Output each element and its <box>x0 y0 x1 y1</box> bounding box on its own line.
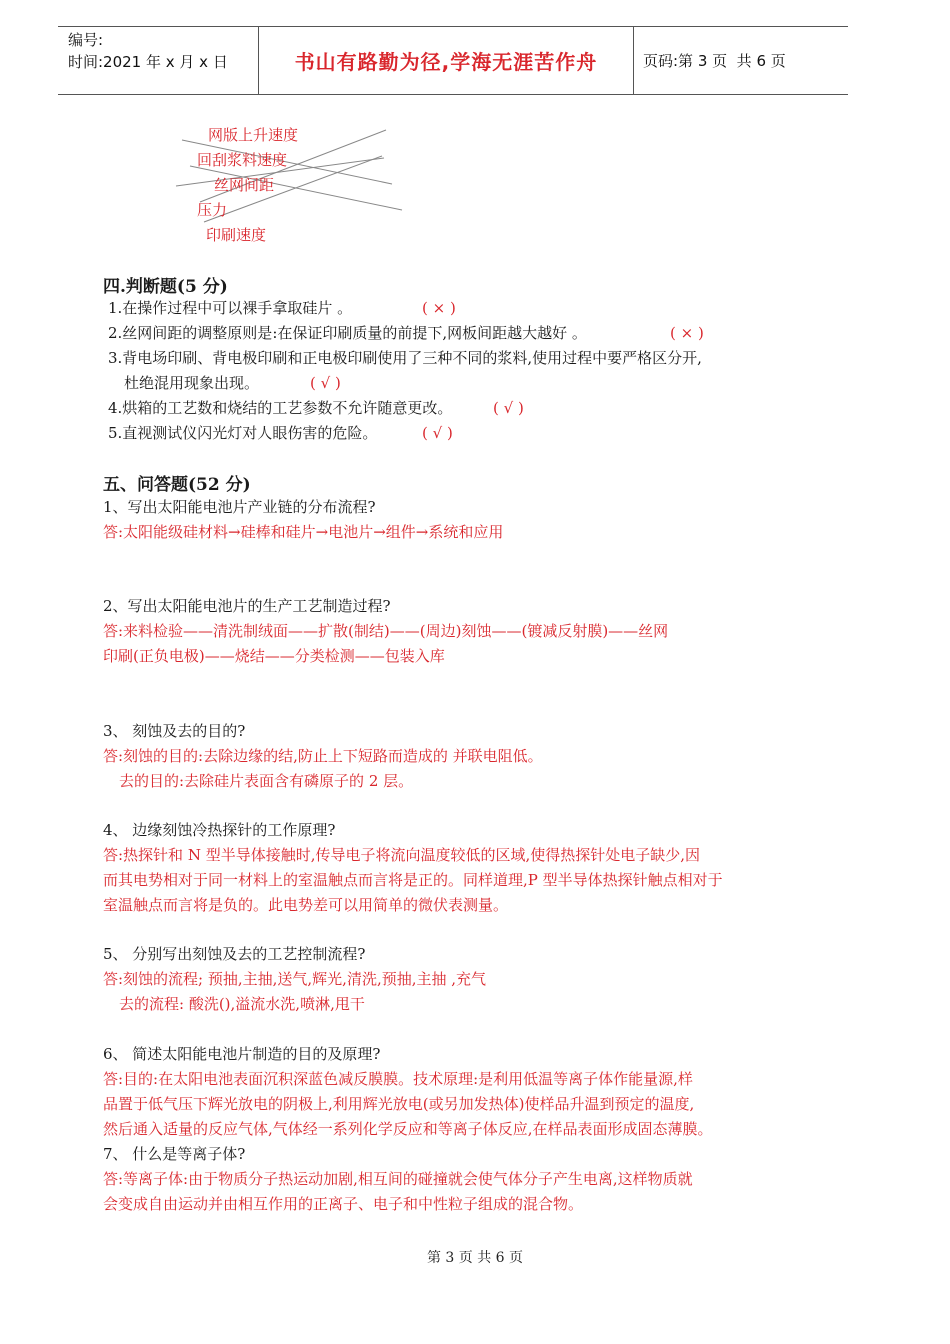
page-header <box>58 26 848 95</box>
answer-6-line-1: 答:目的:在太阳电池表面沉积深蓝色减反膜膜。技术原理:是利用低温等离子体作能量源,样 <box>103 1070 693 1088</box>
header-motto: 书山有路勤为径,学海无涯苦作舟 <box>258 27 634 94</box>
answer-7-line-1: 答:等离子体:由于物质分子热运动加剧,相互间的碰撞就会使气体分子产生电离,这样物质就 <box>103 1170 693 1188</box>
judge-item-4-text: 4.烘箱的工艺数和烧结的工艺参数不允许随意更改。 <box>108 399 453 417</box>
header-left <box>68 29 228 73</box>
question-2: 2、写出太阳能电池片的生产工艺制造过程? <box>103 597 391 615</box>
diagram-label-3: 丝网间距 <box>214 176 275 194</box>
judge-item-1-text: 1.在操作过程中可以裸手拿取硅片 。 <box>108 299 353 317</box>
judge-item-1 <box>108 297 456 319</box>
answer-6-line-3: 然后通入适量的反应气体,气体经一系列化学反应和等离子体反应,在样品表面形成固态薄膜。 <box>103 1120 713 1138</box>
header-page-info: 页码:第 3 页 共 6 页 <box>643 52 786 70</box>
judge-item-5-text: 5.直视测试仪闪光灯对人眼伤害的危险。 <box>108 424 378 442</box>
diagram-label-4: 压力 <box>197 201 228 219</box>
answer-4-line-3: 室温触点而言将是负的。此电势差可以用简单的微伏表测量。 <box>103 896 509 914</box>
judge-item-5 <box>108 422 453 444</box>
answer-2-line-1: 答:来料检验——清洗制绒面——扩散(制结)——(周边)刻蚀——(镀减反射膜)——丝网 <box>103 622 669 640</box>
answer-4-line-2: 而其电势相对于同一材料上的室温触点而言将是正的。同样道理,P 型半导体热探针触点相对于 <box>103 871 723 889</box>
section4-title: 四.判断题(5 分) <box>103 277 228 297</box>
time-label: 时间:2021 年 x 月 x 日 <box>68 53 228 71</box>
judge-item-3 <box>108 347 702 369</box>
judge-item-4 <box>108 397 524 419</box>
diagram-label-1: 网版上升速度 <box>208 126 299 144</box>
judge-item-2 <box>108 322 704 344</box>
question-3: 3、 刻蚀及去的目的? <box>103 722 246 740</box>
judge-item-4-mark: ( √ ) <box>493 399 524 417</box>
answer-4-line-1: 答:热探针和 N 型半导体接触时,传导电子将流向温度较低的区域,使得热探针处电子缺少,因 <box>103 846 701 864</box>
judge-item-3-mark: ( √ ) <box>310 374 341 392</box>
answer-1: 答:太阳能级硅材料→硅棒和硅片→电池片→组件→系统和应用 <box>103 523 504 541</box>
matching-diagram <box>170 118 420 253</box>
question-6: 6、 简述太阳能电池片制造的目的及原理? <box>103 1045 381 1063</box>
page-footer: 第 3 页 共 6 页 <box>426 1250 524 1266</box>
answer-7-line-2: 会变成自由运动并由相互作用的正离子、电子和中性粒子组成的混合物。 <box>103 1195 584 1213</box>
diagram-label-5: 印刷速度 <box>206 226 267 244</box>
question-7: 7、 什么是等离子体? <box>103 1145 246 1163</box>
code-label: 编号: <box>68 31 104 49</box>
answer-3-line-2: 去的目的:去除硅片表面含有磷原子的 2 层。 <box>119 772 414 790</box>
answer-5-line-2: 去的流程: 酸洗(),溢流水洗,喷淋,甩干 <box>119 995 365 1013</box>
judge-item-3-text: 3.背电场印刷、背电极印刷和正电极印刷使用了三种不同的浆料,使用过程中要严格区分开, <box>108 349 702 367</box>
answer-6-line-2: 品置于低气压下辉光放电的阴极上,利用辉光放电(或另加发热体)使样品升温到预定的温度, <box>103 1095 695 1113</box>
judge-item-2-mark: ( × ) <box>670 324 704 342</box>
question-4: 4、 边缘刻蚀冷热探针的工作原理? <box>103 821 336 839</box>
section5-title: 五、问答题(52 分) <box>103 475 251 495</box>
judge-item-3-cont-text: 杜绝混用现象出现。 <box>124 374 260 392</box>
diagram-label-2: 回刮浆料速度 <box>197 151 288 169</box>
question-5: 5、 分别写出刻蚀及去的工艺控制流程? <box>103 945 366 963</box>
judge-item-3-cont <box>124 372 341 394</box>
judge-item-5-mark: ( √ ) <box>422 424 453 442</box>
answer-3-line-1: 答:刻蚀的目的:去除边缘的结,防止上下短路而造成的 并联电阻低。 <box>103 747 543 765</box>
answer-5-line-1: 答:刻蚀的流程; 预抽,主抽,送气,辉光,清洗,预抽,主抽 ,充气 <box>103 970 487 988</box>
question-1: 1、写出太阳能电池片产业链的分布流程? <box>103 498 376 516</box>
answer-2-line-2: 印刷(正负电极)——烧结——分类检测——包装入库 <box>103 647 445 665</box>
judge-item-2-text: 2.丝网间距的调整原则是:在保证印刷质量的前提下,网板间距越大越好 。 <box>108 324 587 342</box>
judge-item-1-mark: ( × ) <box>422 299 456 317</box>
